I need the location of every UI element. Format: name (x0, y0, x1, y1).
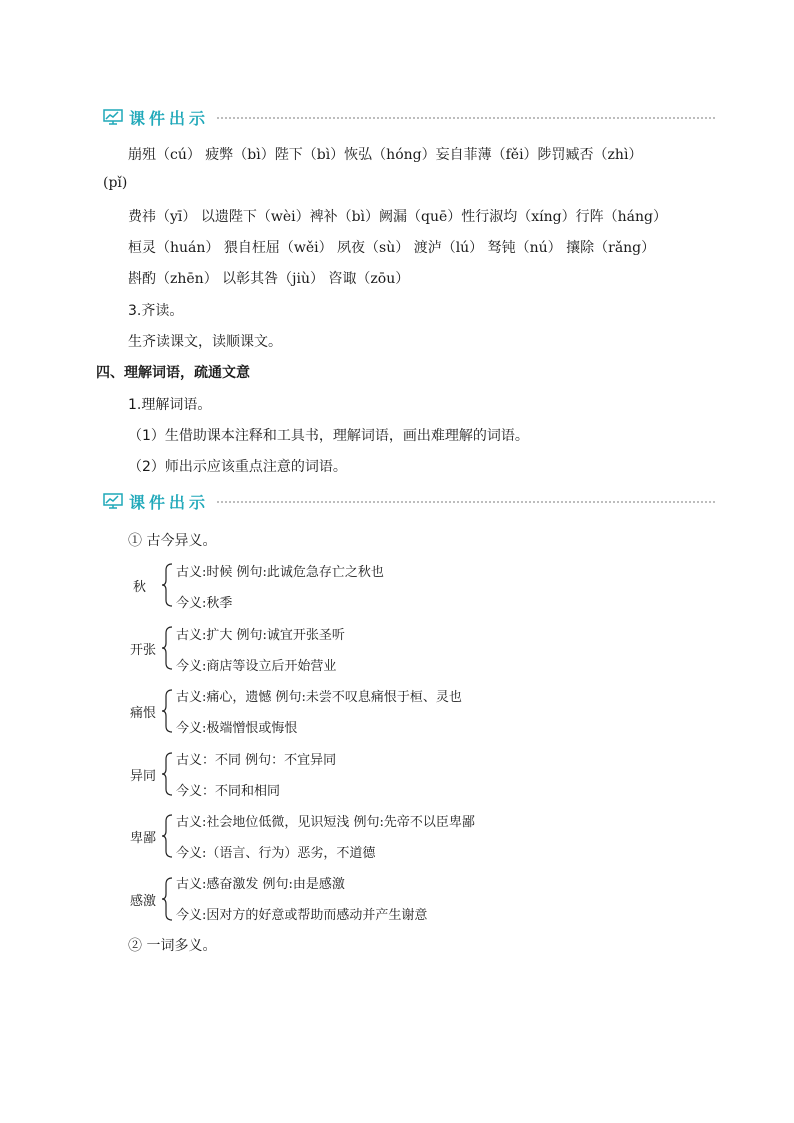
courseware-header-title: 课件出示 (129, 493, 210, 512)
ancient-meaning: 古义:感奋激发 例句:由是感激 (176, 877, 345, 892)
section-heading: 四、理解词语，疏通文意 (96, 365, 250, 381)
subtitle-polysemy: ② 一词多义。 (128, 938, 217, 954)
pinyin-line-2: (pǐ) (103, 175, 128, 191)
pinyin-line-4: 桓灵（huán） 猥自枉屈（wěi） 夙夜（sù） 渡泸（lú） 驽钝（nú） 攘除（rǎng） (128, 240, 656, 256)
dotted-divider (217, 501, 715, 503)
ancient-meaning: 古义：不同 例句：不宜异同 (176, 753, 337, 768)
sub-item-2: （2）师出示应该重点注意的词语。 (128, 459, 347, 475)
vocab-word: 感激 (130, 894, 157, 909)
courseware-header-1 (103, 106, 715, 128)
brace-icon (160, 688, 174, 734)
vocab-word: 开张 (130, 643, 157, 658)
vocab-word: 异同 (130, 769, 157, 784)
slideshow-chart-icon (103, 109, 123, 125)
ancient-meaning: 古义:痛心，遗憾 例句:未尝不叹息痛恨于桓、灵也 (176, 690, 462, 705)
sub-item-1: （1）生借助课本注释和工具书，理解词语，画出难理解的词语。 (128, 428, 529, 444)
pinyin-line-5: 斟酌（zhēn） 以彰其咎（jiù） 咨诹（zōu） (128, 271, 410, 287)
modern-meaning: 今义:商店等设立后开始营业 (176, 659, 337, 674)
courseware-header-title: 课件出示 (129, 109, 210, 128)
courseware-header-2 (103, 490, 715, 512)
item-1: 1.理解词语。 (128, 397, 212, 413)
pinyin-line-3: 费祎（yī） 以遗陛下（wèi）裨补（bì）阙漏（quē）性行淑均（xíng）行阵（háng） (128, 209, 667, 225)
step-3-text: 生齐读课文，读顺课文。 (128, 334, 282, 350)
modern-meaning: 今义:因对方的好意或帮助而感动并产生谢意 (176, 908, 428, 923)
ancient-meaning: 古义:扩大 例句:诚宜开张圣听 (176, 628, 345, 643)
vocab-word: 秋 (133, 580, 147, 595)
modern-meaning: 今义:（语言、行为）恶劣，不道德 (176, 846, 376, 861)
modern-meaning: 今义:秋季 (176, 596, 233, 611)
ancient-meaning: 古义:社会地位低微，见识短浅 例句:先帝不以臣卑鄙 (176, 815, 475, 830)
modern-meaning: 今义:极端憎恨或悔恨 (176, 721, 298, 736)
vocab-word: 痛恨 (130, 706, 157, 721)
ancient-meaning: 古义:时候 例句:此诚危急存亡之秋也 (176, 565, 384, 580)
subtitle-ancient-modern: ① 古今异义。 (128, 533, 217, 549)
modern-meaning: 今义：不同和相同 (176, 784, 281, 799)
pinyin-line-1: 崩殂（cú） 疲弊（bì）陛下（bì）恢弘（hóng）妄自菲薄（fěi）陟罚臧否（zhì） (128, 147, 643, 163)
dotted-divider (217, 117, 715, 119)
brace-icon (160, 813, 174, 859)
brace-icon (160, 876, 174, 922)
step-3-label: 3.齐读。 (128, 303, 184, 319)
slideshow-chart-icon (103, 493, 123, 509)
vocab-word: 卑鄙 (130, 831, 157, 846)
brace-icon (160, 562, 174, 608)
brace-icon (160, 751, 174, 797)
brace-icon (160, 625, 174, 671)
